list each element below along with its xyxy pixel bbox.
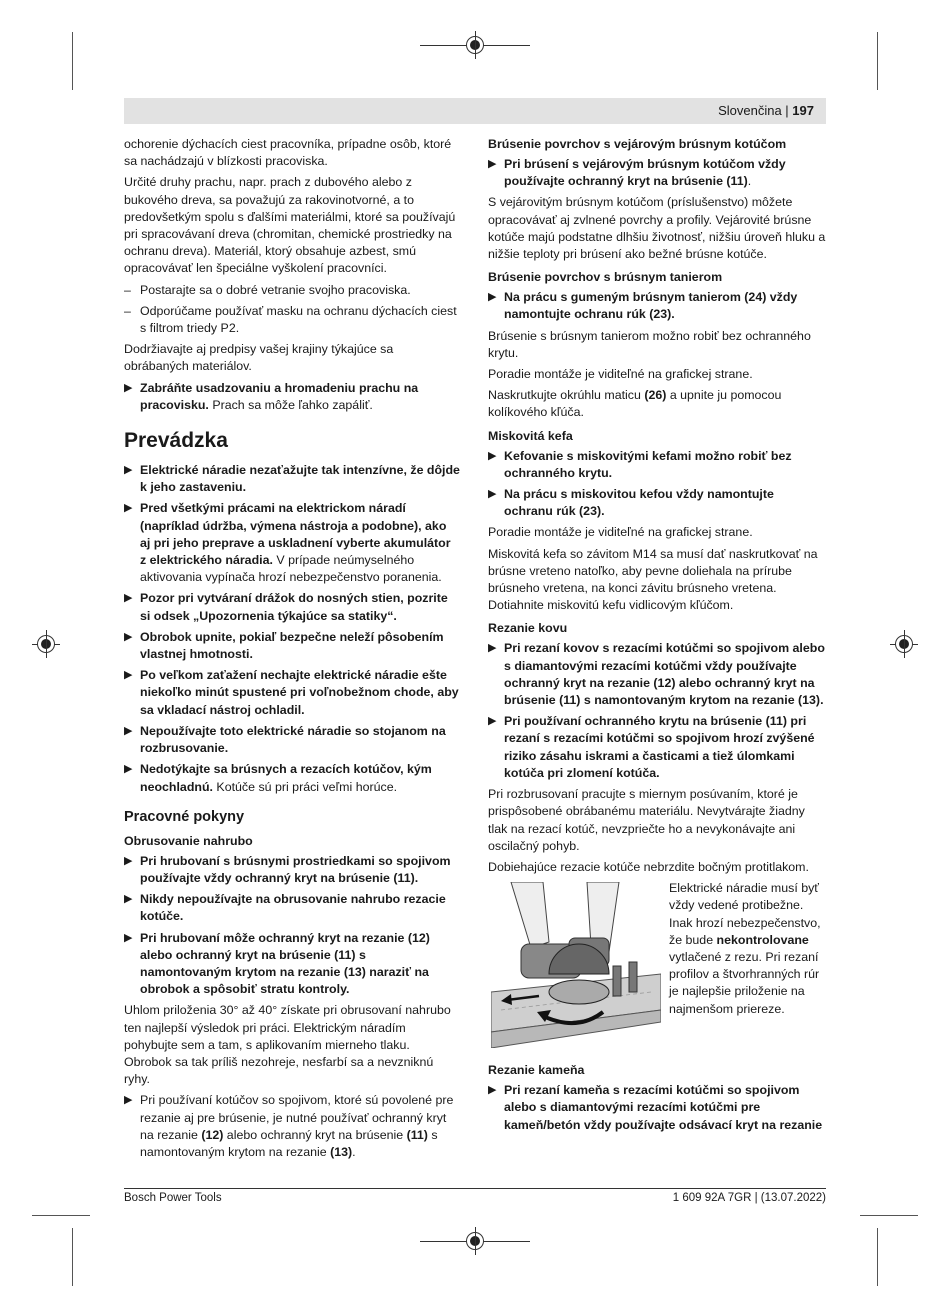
warning-bold: Kefovanie s miskovitými kefami možno robiť bez ochranného krytu. [504,448,792,480]
warning-bold: Na prácu s gumeným brúsnym tanierom (24) vždy namontujte ochranu rúk (23). [504,290,798,322]
arrow-bullet-icon: ▶ [124,592,133,605]
cutting-illustration [491,882,661,1048]
paragraph: Miskovitá kefa so závitom M14 sa musí dať naskrutkovať na brúsne vreteno natoľko, aby pevne doliehala na prírube brúsneho vretena, na konci závitu brúsneho vretena. Dotiahnite miskovitú kefu vidlicovým kľúčom. [488,546,818,613]
warning-item [488,448,826,482]
footer-divider [124,1188,826,1189]
warning-bold: Pri brúsení s vejárovým brúsnym kotúčom vždy používajte ochranný kryt na brúsenie (11) [504,157,786,189]
dash-text: Odporúčame používať masku na ochranu dýchacích ciest s filtrom triedy P2. [140,303,457,336]
subheading: Brúsenie povrchov s brúsnym tanierom [488,270,723,285]
warning-bold: Zabráňte usadzovaniu a hromadeniu prachu na pracovisku. [140,380,419,412]
paragraph: ochorenie dýchacích ciest pracovníka, prípadne osôb, ktoré sa nachádzajú v blízkosti pracoviska. [124,137,452,169]
warning-item [488,486,826,520]
arrow-bullet-icon: ▶ [124,381,133,394]
arrow-bullet-icon: ▶ [124,502,133,515]
arrow-bullet-icon: ▶ [124,893,133,906]
text-part: s namontovaným krytom na rezanie [140,1127,438,1159]
text-part: Naskrutkujte okrúhlu maticu [488,388,645,403]
warning-bold: Pri rezaní kovov s rezacími kotúčmi so spojivom alebo s diamantovými rezacími kotúčmi vždy používajte ochranný kryt na rezanie (12) alebo ochranný kryt na brúsenie (11) s namontovaným krytom na rezanie (13). [504,641,825,708]
section-title: Prevádzka [124,429,228,453]
page-header [124,98,826,124]
warning-bold: Nedotýkajte sa brúsnych a rezacích kotúčov, kým neochladnú. [140,762,432,794]
warning-item [124,930,460,999]
arrow-bullet-icon: ▶ [124,669,133,682]
left-column [124,136,460,1165]
arrow-bullet-icon: ▶ [124,1094,133,1107]
warning-text: Kotúče sú pri práci veľmi horúce. [212,779,398,794]
footer-brand: Bosch Power Tools [124,1192,222,1204]
warning-text: Prach sa môže ľahko zapáliť. [208,397,373,412]
figure-caption [669,880,826,1018]
warning-bold: Na prácu s miskovitou kefou vždy namontujte ochranu rúk (23). [504,487,774,519]
text-part: a upnite ju pomocou kolíkového kľúča. [488,388,782,420]
warning-item [488,640,826,709]
registration-mark-icon [895,635,913,653]
paragraph: Uhlom priloženia 30° až 40° získate pri obrusovaní nahrubo ten najlepší výsledok pri práci. Elektrickým náradím pohybujte sem a tam, s aplikovaním mierneho tlaku. Obrobok sa tak príliš nezohreje, nesfarbí sa a nevzniknú ryhy. [124,1003,451,1087]
warning-bold: Po veľkom zaťažení nechajte elektrické náradie ešte niekoľko minút spustené pri voľnobežnom chode, aby sa vkladací nástroj ochladil. [140,668,459,717]
arrow-bullet-icon: ▶ [488,1084,497,1097]
warning-item [124,667,460,719]
subsection-title: Pracovné pokyny [124,808,245,825]
warning-text: . [747,174,752,189]
arrow-bullet-icon: ▶ [124,724,133,737]
arrow-bullet-icon: ▶ [488,158,497,170]
text-part: Pri používaní kotúčov so spojivom, ktoré sú povolené pre rezanie aj pre brúsenie, je nutné používať ochranný kryt na rezanie [140,1093,454,1142]
text-bold: nekontrolovane [716,932,809,947]
ref-number: (11) [406,1127,428,1142]
paragraph: Poradie montáže je viditeľné na grafickej strane. [488,525,753,540]
crop-mark [877,32,878,90]
dash-item: – Odporúčame používať masku na ochranu dýchacích ciest s filtrom triedy P2. [124,303,457,336]
arrow-bullet-icon: ▶ [488,291,497,304]
warning-bold: Elektrické náradie nezaťažujte tak intenzívne, že dôjde k jeho zastaveniu. [140,463,460,495]
arrow-bullet-icon: ▶ [124,630,133,643]
warning-bold: Pozor pri vytváraní drážok do nosných stien, pozrite si odsek „Upozornenia týkajúce sa statiky“. [140,591,448,623]
arrow-bullet-icon: ▶ [124,931,133,944]
warning-item [124,380,460,414]
subheading: Rezanie kameňa [488,1063,585,1078]
warning-item [488,289,826,323]
registration-mark-icon [466,1232,484,1250]
warning-bold: Pri hrubovaní s brúsnymi prostriedkami so spojivom používajte vždy ochranný kryt na brúsenie (11). [140,853,451,885]
subheading: Rezanie kovu [488,621,568,636]
warning-text: V prípade neúmyselného aktivovania vypínača hrozí nebezpečenstvo poranenia. [140,553,442,585]
crop-mark [860,1215,918,1216]
arrow-bullet-icon: ▶ [124,854,133,867]
warning-item [124,853,460,887]
arrow-bullet-icon: ▶ [124,464,133,477]
arrow-bullet-icon: ▶ [488,715,497,728]
warning-item [124,500,460,586]
right-column [488,136,826,1138]
paragraph: Dobiehajúce rezacie kotúče nebrzdite bočným protitlakom. [488,859,809,874]
paragraph [488,387,826,421]
text-part: Elektrické náradie musí byť vždy vedené protibežne. Inak hrozí nebezpečenstvo, že bude [669,881,821,947]
arrow-bullet-icon: ▶ [488,642,497,655]
warning-bold: Nikdy nepoužívajte na obrusovanie nahrubo rezacie kotúče. [140,892,446,924]
paragraph: Brúsenie s brúsnym tanierom možno robiť bez ochranného krytu. [488,328,811,360]
header-language: Slovenčina [718,103,782,118]
warning-item [488,713,826,782]
warning-item [124,891,460,925]
warning-item [124,590,460,624]
crop-mark [72,1228,73,1286]
dash-item: – Postarajte sa o dobré vetranie svojho pracoviska. [124,282,411,297]
subheading: Miskovitá kefa [488,428,573,443]
arrow-bullet-icon: ▶ [124,763,133,776]
paragraph: S vejárovitým brúsnym kotúčom (príslušenstvo) môžete opracovávať aj zvlnené povrchy a profily. Vejárovité brúsne kotúče majú podstatne dlhšiu životnosť, nižšiu úroveň hluku a nižšie teploty pri brúsení ako bežné brúsne kotúče. [488,195,826,262]
page-number: 197 [792,103,814,118]
subheading: Brúsenie povrchov s vejárovým brúsnym kotúčom [488,137,787,151]
warning-bold: Nepoužívajte toto elektrické náradie so stojanom na rozbrusovanie. [140,723,446,756]
arrow-bullet-icon: ▶ [488,449,497,462]
warning-item [124,723,460,757]
crop-mark [32,1215,90,1216]
warning-item [488,1082,826,1134]
warning-bold: Pri hrubovaní môže ochranný kryt na rezanie (12) alebo ochranný kryt na brúsenie (11) s namontovaným krytom na rezanie (13) naraziť na obrobok a spôsobiť stratu kontroly. [140,930,430,997]
warning-bold: Pred všetkými prácami na elektrickom náradí (napríklad údržba, výmena nástroja a podobne), ako aj pri jeho preprave a uskladnení vyberte akumulátor z elektrického náradia. [140,501,451,568]
warning-bold: Obrobok upnite, pokiaľ bezpečne neleží pôsobením vlastnej hmotnosti. [140,629,444,662]
warning-bold: Pri používaní ochranného krytu na brúsenie (11) pri rezaní s rezacími kotúčmi so spojivom hrozí zvýšené riziko zásahu iskrami a časticami a tiež úlomkami kotúča pri zlomení kotúča. [504,714,815,780]
registration-mark-icon [37,635,55,653]
warning-item [124,629,460,663]
text-part: vytlačené z rezu. Pri rezaní profilov a štvorhranných rúr je najlepšie priloženie na najmenšom priereze. [669,949,820,1016]
crop-mark [877,1228,878,1286]
figure-block [488,880,826,1056]
paragraph: Dodržiavajte aj predpisy vašej krajiny týkajúce sa obrábaných materiálov. [124,342,394,374]
registration-mark-icon [466,36,484,54]
paragraph: Poradie montáže je viditeľné na grafickej strane. [488,367,753,382]
warning-item [124,1092,460,1161]
subheading: Obrusovanie nahrubo [124,833,253,848]
ref-number: (12) [201,1127,224,1142]
paragraph: Pri rozbrusovaní pracujte s miernym posúvaním, ktoré je prispôsobené obrábanému materiálu. Nevytvárajte žiadny tlak na rezací kotúč, nevzpriečte ho a nevykonávajte ani oscilačný pohyb. [488,787,805,853]
ref-number: (26) [644,388,667,403]
ref-number: (13) [330,1144,353,1159]
warning-bold: Pri rezaní kameňa s rezacími kotúčmi so spojivom alebo s diamantovými rezacími kotúčmi pre kameň/betón vždy používajte odsávací kryt na rezanie [504,1083,823,1132]
header-text: Slovenčina | 197 [718,103,814,118]
warning-item [124,462,460,496]
crop-mark [72,32,73,90]
text-part: . [352,1144,356,1159]
footer-doc-id: 1 609 92A 7GR | (13.07.2022) [672,1192,826,1204]
warning-item [124,761,460,795]
text-part: alebo ochranný kryt na brúsenie [223,1127,407,1142]
dash-text: Postarajte sa o dobré vetranie svojho pracoviska. [140,282,411,297]
paragraph: Určité druhy prachu, napr. prach z dubového alebo z bukového dreva, sa považujú za rakovinotvorné, a to predovšetkým spolu s ďalšími materiálmi, ktoré sa používajú pri spracovávaní dreva (chromitan, chemické prostriedky na ochranu dreva). Materiál, ktorý obsahuje azbest, smú opracovávať len špeciálne vyškolení pracovníci. [124,175,456,276]
warning-item [488,156,826,190]
arrow-bullet-icon: ▶ [488,488,497,501]
